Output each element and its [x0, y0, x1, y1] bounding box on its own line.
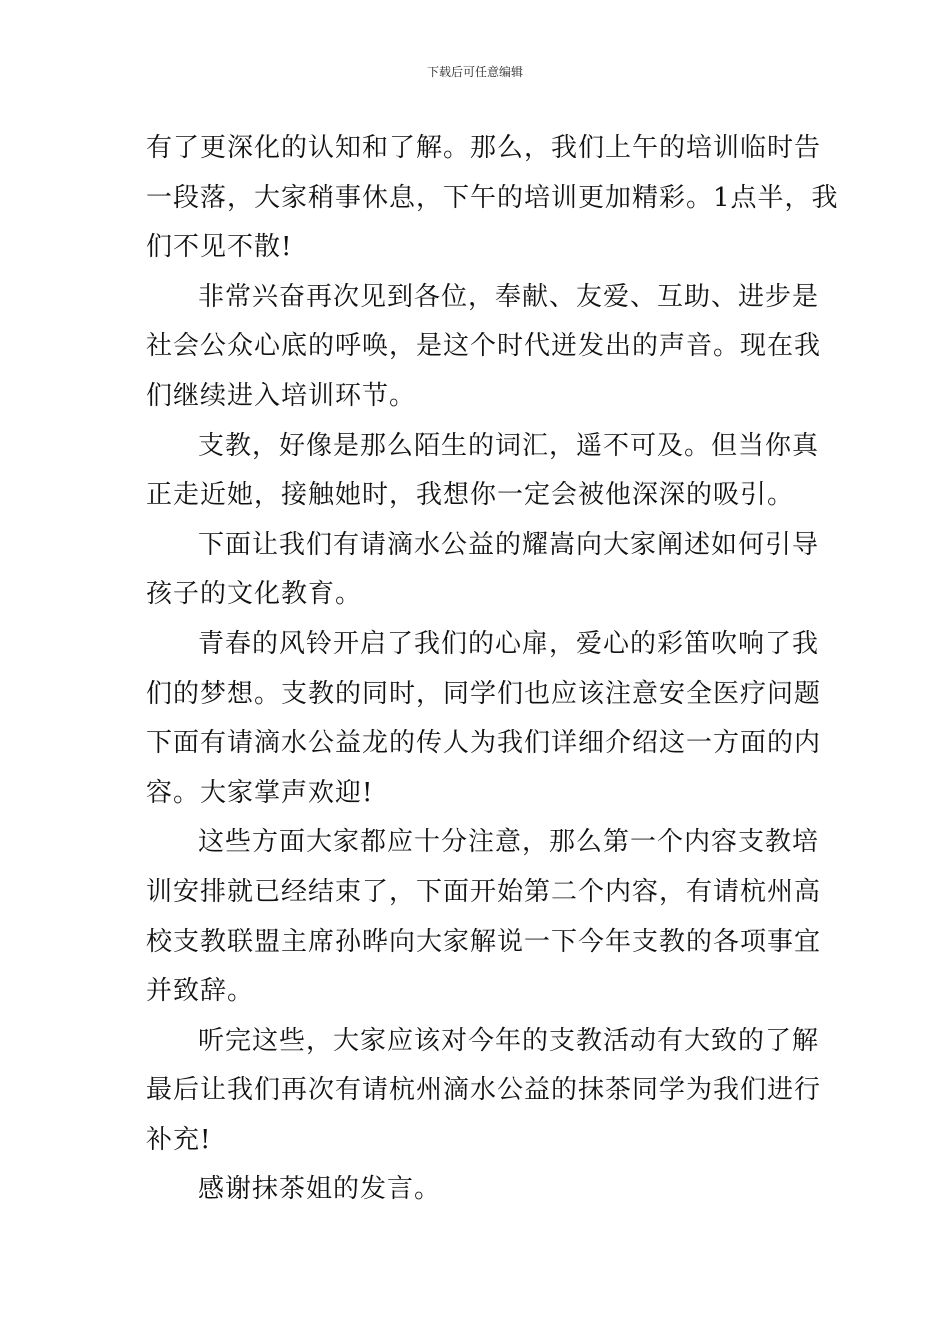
text-line: 孩子的文化教育。 [146, 579, 363, 610]
paragraph-first-line: 感谢抹茶姐的发言。 [198, 1174, 442, 1205]
text-line: 有了更深化的认知和了解。那么，我们上午的培训临时告 [146, 133, 822, 163]
text-line: 社会公众心底的呼唤，是这个时代迸发出的声音。现在我 [146, 331, 822, 362]
text-line: 下面有请滴水公益龙的传人为我们详细介绍这一方面的内 [146, 728, 822, 759]
text-line: 校支教联盟主席孙晔向大家解说一下今年支教的各项事宜 [146, 926, 822, 957]
text-line: 一段落，大家稍事休息，下午的培训更加精彩。1点半，我 [146, 182, 839, 213]
paragraph-first-line: 这些方面大家都应十分注意，那么第一个内容支教培 [198, 827, 820, 858]
text-line: 最后让我们再次有请杭州滴水公益的抹茶同学为我们进行 [146, 1075, 822, 1106]
paragraph-first-line: 听完这些，大家应该对今年的支教活动有大致的了解 [198, 1025, 820, 1056]
text-line: 们的梦想。支教的同时，同学们也应该注意安全医疗问题 [146, 678, 822, 709]
text-line: 正走近她，接触她时，我想你一定会被他深深的吸引。 [146, 480, 795, 511]
text-line: 们继续进入培训环节。 [146, 380, 417, 411]
text-line: 容。大家掌声欢迎! [146, 777, 374, 808]
text-line: 并致辞。 [146, 976, 255, 1007]
text-line: 补充! [146, 1124, 212, 1155]
paragraph-first-line: 下面让我们有请滴水公益的耀嵩向大家阐述如何引导 [198, 529, 820, 560]
text-line: 们不见不散! [146, 232, 293, 263]
document-body [146, 124, 839, 1215]
paragraph-first-line: 支教，好像是那么陌生的词汇，遥不可及。但当你真 [198, 430, 820, 461]
text-line: 训安排就已经结束了，下面开始第二个内容，有请杭州高 [146, 876, 822, 907]
page-header: 下载后可任意编辑 [426, 65, 523, 79]
paragraph-first-line: 青春的风铃开启了我们的心扉，爱心的彩笛吹响了我 [198, 628, 820, 659]
paragraph-first-line: 非常兴奋再次见到各位，奉献、友爱、互助、进步是 [198, 281, 820, 312]
